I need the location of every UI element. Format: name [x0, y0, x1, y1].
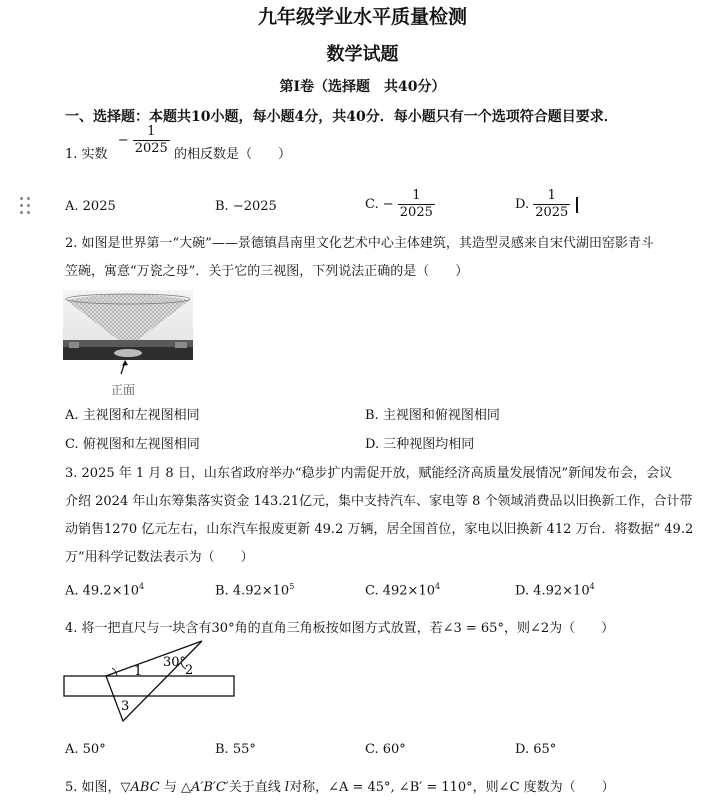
q3-d-base: D. 4.92×10	[515, 583, 590, 599]
q2-option-d: D. 三种视图均相同	[365, 437, 475, 452]
q3-option-b	[215, 582, 294, 598]
q3-b-base: B. 4.92×10	[215, 583, 290, 599]
q1-option-a: A. 2025	[65, 199, 116, 214]
q3-option-c	[365, 582, 440, 598]
drag-handle[interactable]	[20, 197, 34, 217]
front-view-label: 正面	[111, 383, 136, 397]
q2-line1: 2. 如图是世界第一“大碗”——景德镇昌南里文化艺术中心主体建筑，其造型灵感来自宋代湖田窑影青斗	[65, 236, 654, 251]
q2-option-c: C. 俯视图和左视图相同	[65, 437, 200, 452]
q1-option-d-fraction	[533, 188, 570, 221]
q4-stem: 4. 将一把直尺与一块含有30°角的直角三角板按如图方式放置，若∠3 = 65°，则∠2为（ ）	[65, 621, 615, 636]
q1-option-d-label: D.	[515, 197, 530, 212]
q1-option-c-label: C. −	[365, 197, 394, 212]
q1-suffix: 的相反数是（ ）	[173, 147, 291, 162]
q1-option-c-den: 2025	[399, 205, 433, 220]
q3-a-base: A. 49.2×10	[65, 583, 140, 599]
q4-option-a: A. 50°	[65, 742, 106, 757]
q3-option-a	[65, 582, 144, 598]
q5-line-l: l	[284, 780, 290, 795]
q5-relation: 关于直线	[228, 780, 281, 795]
angle-3-label: 3	[121, 699, 130, 714]
text-cursor	[576, 197, 578, 213]
angle-1-label: 1	[134, 664, 143, 679]
q5-triangle-abc: ▽ABC	[120, 780, 160, 795]
angle-30-label: 30°	[163, 655, 187, 670]
q3-line4: 万”用科学记数法表示为（ ）	[65, 550, 254, 565]
q4-option-b: B. 55°	[215, 742, 256, 757]
ruler-triangle-figure	[62, 636, 237, 726]
q3-line1: 3. 2025 年 1 月 8 日，山东省政府举办“稳步扩内需促开放，赋能经济高质量发展情况”新闻发布会，会议	[65, 466, 673, 481]
q5-triangle-prime: △A′B′C′	[180, 780, 229, 795]
q1-denominator: 2025	[134, 141, 168, 156]
q5-stem	[65, 776, 615, 795]
q1-option-d	[515, 188, 578, 221]
q2-option-a: A. 主视图和左视图相同	[65, 408, 200, 423]
q2-line2: 笠碗，寓意“万瓷之母”．关于它的三视图，下列说法正确的是（ ）	[65, 264, 469, 279]
q3-b-exp: 5	[289, 582, 295, 591]
q1-option-c-fraction	[398, 188, 435, 221]
q2-option-b: B. 主视图和俯视图相同	[365, 408, 500, 423]
q1-numerator: 1	[147, 124, 156, 139]
q3-option-d	[515, 582, 595, 598]
q3-a-exp: 4	[139, 582, 145, 591]
q1-option-c-num: 1	[412, 188, 421, 203]
q3-line3: 动销售1270 亿元左右，山东汽车报废更新 49.2 万辆，居全国首位，家电以旧换新 412 万台．将数据“ 49.2	[65, 522, 694, 537]
q3-c-exp: 4	[435, 582, 441, 591]
q4-option-c: C. 60°	[365, 742, 406, 757]
q5-condition: 对称，∠A = 45°, ∠B′ = 110°，则∠C 度数为（ ）	[289, 780, 615, 795]
angle-2-label: 2	[185, 663, 194, 678]
exam-title: 九年级学业水平质量检测	[257, 6, 467, 28]
q1-stem	[65, 124, 291, 171]
q1-option-d-num: 1	[547, 188, 556, 203]
q5-prefix: 5. 如图，	[65, 780, 121, 795]
q3-d-exp: 4	[589, 582, 595, 591]
q5-and: 与	[163, 780, 177, 795]
subject-title: 数学试题	[326, 44, 399, 65]
q1-fraction	[133, 124, 170, 157]
ruler-shape	[64, 676, 234, 696]
q1-option-d-den: 2025	[535, 205, 569, 220]
q1-option-b: B. −2025	[215, 199, 277, 214]
q4-option-d: D. 65°	[515, 742, 557, 757]
q3-line2: 介绍 2024 年山东筹集落实资金 143.21亿元，集中支持汽车、家电等 8 个领域消费品以旧换新工作，合计带	[65, 494, 693, 509]
section-heading: 一、选择题：本题共10小题，每小题4分，共40分．每小题只有一个选项符合题目要求．	[65, 109, 618, 125]
q1-option-c	[365, 188, 435, 221]
q3-c-base: C. 492×10	[365, 583, 435, 599]
volume-title: 第Ⅰ卷（选择题 共40分）	[279, 79, 446, 95]
q1-prefix: 1. 实数	[65, 147, 108, 162]
bowl-building-image	[63, 290, 193, 402]
q1-minus: −	[117, 133, 129, 148]
